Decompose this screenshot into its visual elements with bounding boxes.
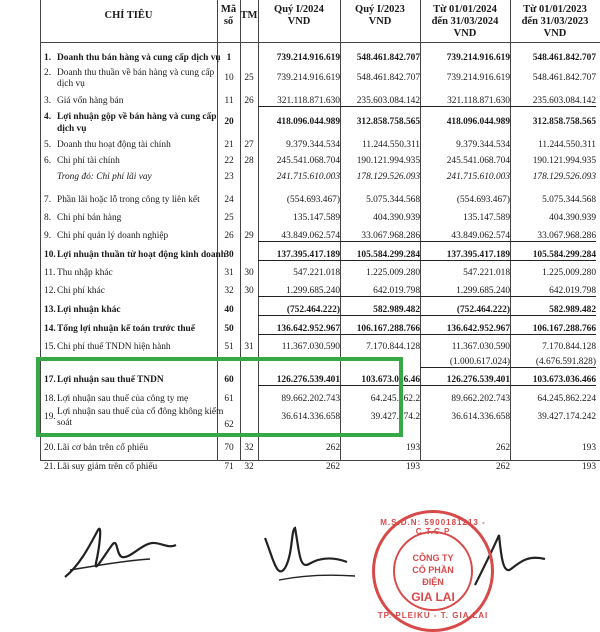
value-ytd-2023: 235.603.084.142 <box>510 96 596 107</box>
grid-line <box>420 0 421 460</box>
value-q1-2024: (554.693.467) <box>286 195 340 205</box>
row-code: 22 <box>224 156 234 166</box>
row-code: 1 <box>226 53 232 63</box>
row-code: 50 <box>224 324 234 334</box>
value-q1-2024: 241.715.610.003 <box>276 172 340 182</box>
row-no: 21. <box>44 462 56 472</box>
row-label: Doanh thu thuần về bán hàng và cung cấp <box>57 68 215 78</box>
row-tm: 30 <box>244 268 254 278</box>
value-q1-2023: 103.673.036.46 <box>340 375 420 386</box>
value-ytd-2023: 642.019.798 <box>510 286 596 297</box>
header-q1-2024 <box>258 4 340 28</box>
stamp-ring-bottom: TP. PLEIKU - T. GIA LAI <box>377 611 489 620</box>
value-q1-2024: 739.214.916.619 <box>276 53 340 63</box>
value-ytd-2023: 190.121.994.935 <box>532 156 596 166</box>
row-label: Tổng lợi nhuận kế toán trước thuế <box>57 324 195 334</box>
value-q1-2023: 106.167.288.766 <box>340 324 420 335</box>
value-q1-2023: 105.584.299.284 <box>340 250 420 261</box>
value-ytd-2024: 418.096.044.989 <box>446 117 510 127</box>
value-q1-2024: 321.118.871.630 <box>258 96 340 107</box>
row-label-cont: dịch vụ <box>57 124 87 134</box>
stamp-line: GIA LAI <box>411 590 455 604</box>
row-no: 14. <box>44 324 56 334</box>
row-tm: 27 <box>244 140 254 150</box>
value-q1-2023: 178.129.526.093 <box>356 172 420 182</box>
stamp-line: CỔ PHẦN <box>412 565 454 575</box>
header-ytd-2023-to: đến 31/03/2023 <box>521 16 589 27</box>
row-no: 20. <box>44 443 56 453</box>
row-tm: 30 <box>244 286 254 296</box>
row-label-cont: dịch vụ <box>57 79 85 89</box>
value-ytd-2023: 33.067.968.286 <box>510 231 596 242</box>
row-no: 10. <box>44 250 56 260</box>
value-ytd-2023: 178.129.526.093 <box>532 172 596 182</box>
table-bottom-line <box>40 460 600 461</box>
row-no: 13. <box>44 305 56 315</box>
value-q1-2023: 548.461.842.707 <box>356 73 420 83</box>
row-code: 61 <box>224 394 234 404</box>
row-tm: 29 <box>244 231 254 241</box>
value-ytd-2024: 241.715.610.003 <box>446 172 510 182</box>
row-no: 5. <box>44 140 52 150</box>
value-ytd-2023: 1.225.009.280 <box>542 268 596 278</box>
value-q1-2024: 245.541.068.704 <box>276 156 340 166</box>
row-label: Chi phí thuế TNDN hiện hành <box>57 342 171 352</box>
signature-left <box>60 515 180 585</box>
value-q1-2024: 137.395.417.189 <box>258 250 340 261</box>
row-label: Doanh thu hoạt động tài chính <box>57 140 171 150</box>
row-label: Lợi nhuận sau thuế của công ty mẹ <box>57 394 189 404</box>
value-ytd-2024: 739.214.916.619 <box>446 53 510 63</box>
value-ytd-2024: (752.464.222) <box>420 305 510 316</box>
value-q1-2023: 235.603.084.142 <box>340 96 420 107</box>
value-q1-2023: 190.121.994.935 <box>356 156 420 166</box>
header-q1-2023-title: Quý I/2023 <box>355 4 405 15</box>
value-ytd-2023: 5.075.344.568 <box>542 195 596 205</box>
value-ytd-2024: 262 <box>495 462 510 472</box>
stamp-line: ĐIỆN <box>422 577 444 587</box>
row-code: 62 <box>224 420 234 430</box>
value-ytd-2024: 547.221.018 <box>463 268 510 278</box>
value-ytd-2024: (554.693.467) <box>456 195 510 205</box>
header-q1-2023 <box>340 4 420 28</box>
row-no: 8. <box>44 213 52 223</box>
row-code: 32 <box>224 286 234 296</box>
row-label: Chi phí bán hàng <box>57 213 122 223</box>
row-code: 20 <box>224 117 234 127</box>
row-code: 23 <box>224 172 234 182</box>
header-tm: TM <box>240 10 258 21</box>
row-code: 21 <box>224 140 234 150</box>
row-tm: 26 <box>244 96 254 106</box>
row-code: 70 <box>224 443 234 453</box>
row-no: 9. <box>44 231 52 241</box>
value-ytd-2023: 582.989.482 <box>510 305 596 316</box>
value-ytd-2024: 43.849.062.574 <box>420 231 510 242</box>
value-ytd-2024: 137.395.417.189 <box>420 250 510 261</box>
value-q1-2023: 582.989.482 <box>340 305 420 316</box>
row-label: Lợi nhuận khác <box>57 305 121 315</box>
highlight-box <box>36 357 403 437</box>
row-no: 4. <box>44 112 52 122</box>
value-q1-2024: 547.221.018 <box>293 268 340 278</box>
value-q1-2024: 43.849.062.574 <box>258 231 340 242</box>
row-label: Lợi nhuận gộp về bán hàng và cung cấp <box>57 112 217 122</box>
value-q1-2024: 135.147.589 <box>293 213 340 223</box>
value-q1-2024: 262 <box>325 443 340 453</box>
row-label: Lợi nhuận sau thuế TNDN <box>57 375 164 385</box>
value-ytd-2024: 262 <box>495 443 510 453</box>
value-q1-2024: 9.379.344.534 <box>286 140 340 150</box>
value-ytd-2023: 64.245.862.224 <box>537 394 596 404</box>
value-q1-2023: 1.225.009.280 <box>366 268 420 278</box>
value-q1-2023: 548.461.842.707 <box>356 53 420 63</box>
value-ytd-2023: 11.244.550.311 <box>538 140 596 150</box>
value-q1-2023: 39.427.174.2 <box>370 412 420 422</box>
row-label: Lợi nhuận sau thuế của cổ đông không kiểm <box>57 407 224 417</box>
value-ytd-2023: 193 <box>581 443 596 453</box>
row-code: 26 <box>224 231 234 241</box>
value-q1-2023: 193 <box>405 443 420 453</box>
value-ytd-2023: (4.676.591.828) <box>510 357 596 368</box>
value-ytd-2024: 126.276.539.401 <box>420 375 510 386</box>
row-no: 12. <box>44 286 56 296</box>
row-no: 3. <box>44 96 52 106</box>
value-q1-2023: 312.858.758.565 <box>356 117 420 127</box>
row-no: 1. <box>44 53 52 63</box>
header-q1-2023-unit: VND <box>368 16 392 27</box>
header-chi-tieu: CHỈ TIÊU <box>104 10 153 21</box>
row-tm: 28 <box>244 156 254 166</box>
header-ytd-2023-unit: VND <box>543 28 567 39</box>
row-label: Chi phí khác <box>57 286 105 296</box>
value-ytd-2023: 39.427.174.242 <box>537 412 596 422</box>
value-q1-2024: 126.276.539.401 <box>258 375 340 386</box>
value-ytd-2024: 11.367.030.590 <box>451 342 510 352</box>
value-ytd-2023: 548.461.842.707 <box>532 53 596 63</box>
value-ytd-2024: (1.000.617.024) <box>420 357 510 368</box>
value-q1-2024: 89.662.202.743 <box>281 394 340 404</box>
value-q1-2024: (752.464.222) <box>258 305 340 316</box>
value-q1-2023: 5.075.344.568 <box>366 195 420 205</box>
header-ytd-2024-unit: VND <box>453 28 477 39</box>
value-q1-2023: 193 <box>405 462 420 472</box>
row-label: Doanh thu bán hàng và cung cấp dịch vụ <box>57 53 221 63</box>
value-q1-2024: 262 <box>325 462 340 472</box>
row-no: 11. <box>44 268 56 278</box>
value-q1-2023: 64.245.862.2 <box>370 394 420 404</box>
row-label: Trong đó: Chi phí lãi vay <box>57 172 152 182</box>
value-ytd-2024: 9.379.344.534 <box>456 140 510 150</box>
value-ytd-2024: 135.147.589 <box>463 213 510 223</box>
header-ytd-2024 <box>420 4 510 40</box>
stamp-line: CÔNG TY <box>412 553 454 563</box>
value-q1-2024: 739.214.916.619 <box>276 73 340 83</box>
value-ytd-2024: 739.214.916.619 <box>446 73 510 83</box>
row-code: 71 <box>224 462 234 472</box>
value-q1-2024: 11.367.030.590 <box>281 342 340 352</box>
row-code: 30 <box>224 250 234 260</box>
row-no: 7. <box>44 195 52 205</box>
header-ma-so <box>217 4 240 28</box>
value-q1-2023: 404.390.939 <box>373 213 420 223</box>
row-tm: 32 <box>244 462 254 472</box>
company-stamp <box>372 510 494 632</box>
row-no: 6. <box>44 156 52 166</box>
value-q1-2023: 33.067.968.286 <box>340 231 420 242</box>
value-ytd-2024: 1.299.685.240 <box>420 286 510 297</box>
value-ytd-2024: 89.662.202.743 <box>451 394 510 404</box>
row-label: Chi phí quản lý doanh nghiệp <box>57 231 169 241</box>
value-q1-2024: 136.642.952.967 <box>258 324 340 335</box>
header-ma-so-text: Mã số <box>220 4 237 27</box>
header-q1-2024-title: Quý I/2024 <box>274 4 324 15</box>
header-divider <box>40 42 600 43</box>
row-label: Lợi nhuận thuần từ hoạt động kinh doanh <box>57 250 226 260</box>
value-ytd-2023: 193 <box>581 462 596 472</box>
row-label: Phần lãi hoặc lỗ trong công ty liên kết <box>57 195 200 205</box>
value-ytd-2024: 245.541.068.704 <box>446 156 510 166</box>
row-no: 15. <box>44 342 56 352</box>
value-ytd-2023: 106.167.288.766 <box>510 324 596 335</box>
row-code: 40 <box>224 305 234 315</box>
row-label: Thu nhập khác <box>57 268 113 278</box>
signature-middle <box>255 518 365 588</box>
row-label: Chi phí tài chính <box>57 156 120 166</box>
value-q1-2024: 36.614.336.658 <box>281 412 340 422</box>
row-tm: 31 <box>244 342 254 352</box>
stamp-ring-top: M.S.D.N: 5900181213 - C.T.C.P <box>380 518 486 536</box>
value-ytd-2023: 103.673.036.466 <box>510 375 596 386</box>
header-q1-2024-unit: VND <box>287 16 311 27</box>
value-ytd-2023: 404.390.939 <box>549 213 596 223</box>
value-ytd-2024: 36.614.336.658 <box>451 412 510 422</box>
value-q1-2023: 7.170.844.128 <box>366 342 420 352</box>
row-label: Lãi cơ bản trên cổ phiếu <box>57 443 149 453</box>
header-ytd-2024-to: đến 31/03/2024 <box>431 16 499 27</box>
value-ytd-2023: 312.858.758.565 <box>532 117 596 127</box>
row-code: 51 <box>224 342 234 352</box>
row-code: 31 <box>224 268 234 278</box>
value-ytd-2024: 321.118.871.630 <box>420 96 510 107</box>
row-label: Lãi suy giảm trên cổ phiếu <box>57 462 158 472</box>
value-q1-2024: 418.096.044.989 <box>276 117 340 127</box>
row-code: 60 <box>224 375 234 385</box>
header-ytd-2024-from: Từ 01/01/2024 <box>433 4 497 15</box>
grid-line <box>510 0 511 460</box>
row-no: 18. <box>44 394 56 404</box>
row-code: 11 <box>224 96 234 106</box>
value-ytd-2023: 548.461.842.707 <box>532 73 596 83</box>
row-code: 10 <box>224 73 234 83</box>
value-ytd-2024: 136.642.952.967 <box>420 324 510 335</box>
value-ytd-2023: 105.584.299.284 <box>510 250 596 261</box>
value-q1-2023: 11.244.550.311 <box>362 140 420 150</box>
header-ytd-2023-from: Từ 01/01/2023 <box>523 4 587 15</box>
row-tm: 25 <box>244 73 254 83</box>
header-ytd-2023 <box>510 4 600 40</box>
row-label: Giá vốn hàng bán <box>57 96 124 106</box>
value-q1-2023: 642.019.798 <box>340 286 420 297</box>
row-no: 19. <box>44 412 56 422</box>
value-q1-2024: 1.299.685.240 <box>258 286 340 297</box>
row-no: 2. <box>44 68 52 78</box>
row-tm: 32 <box>244 443 254 453</box>
row-label-cont: soát <box>57 418 73 428</box>
row-code: 25 <box>224 213 234 223</box>
row-code: 24 <box>224 195 234 205</box>
row-no: 17. <box>44 375 56 385</box>
value-ytd-2023: 7.170.844.128 <box>542 342 596 352</box>
